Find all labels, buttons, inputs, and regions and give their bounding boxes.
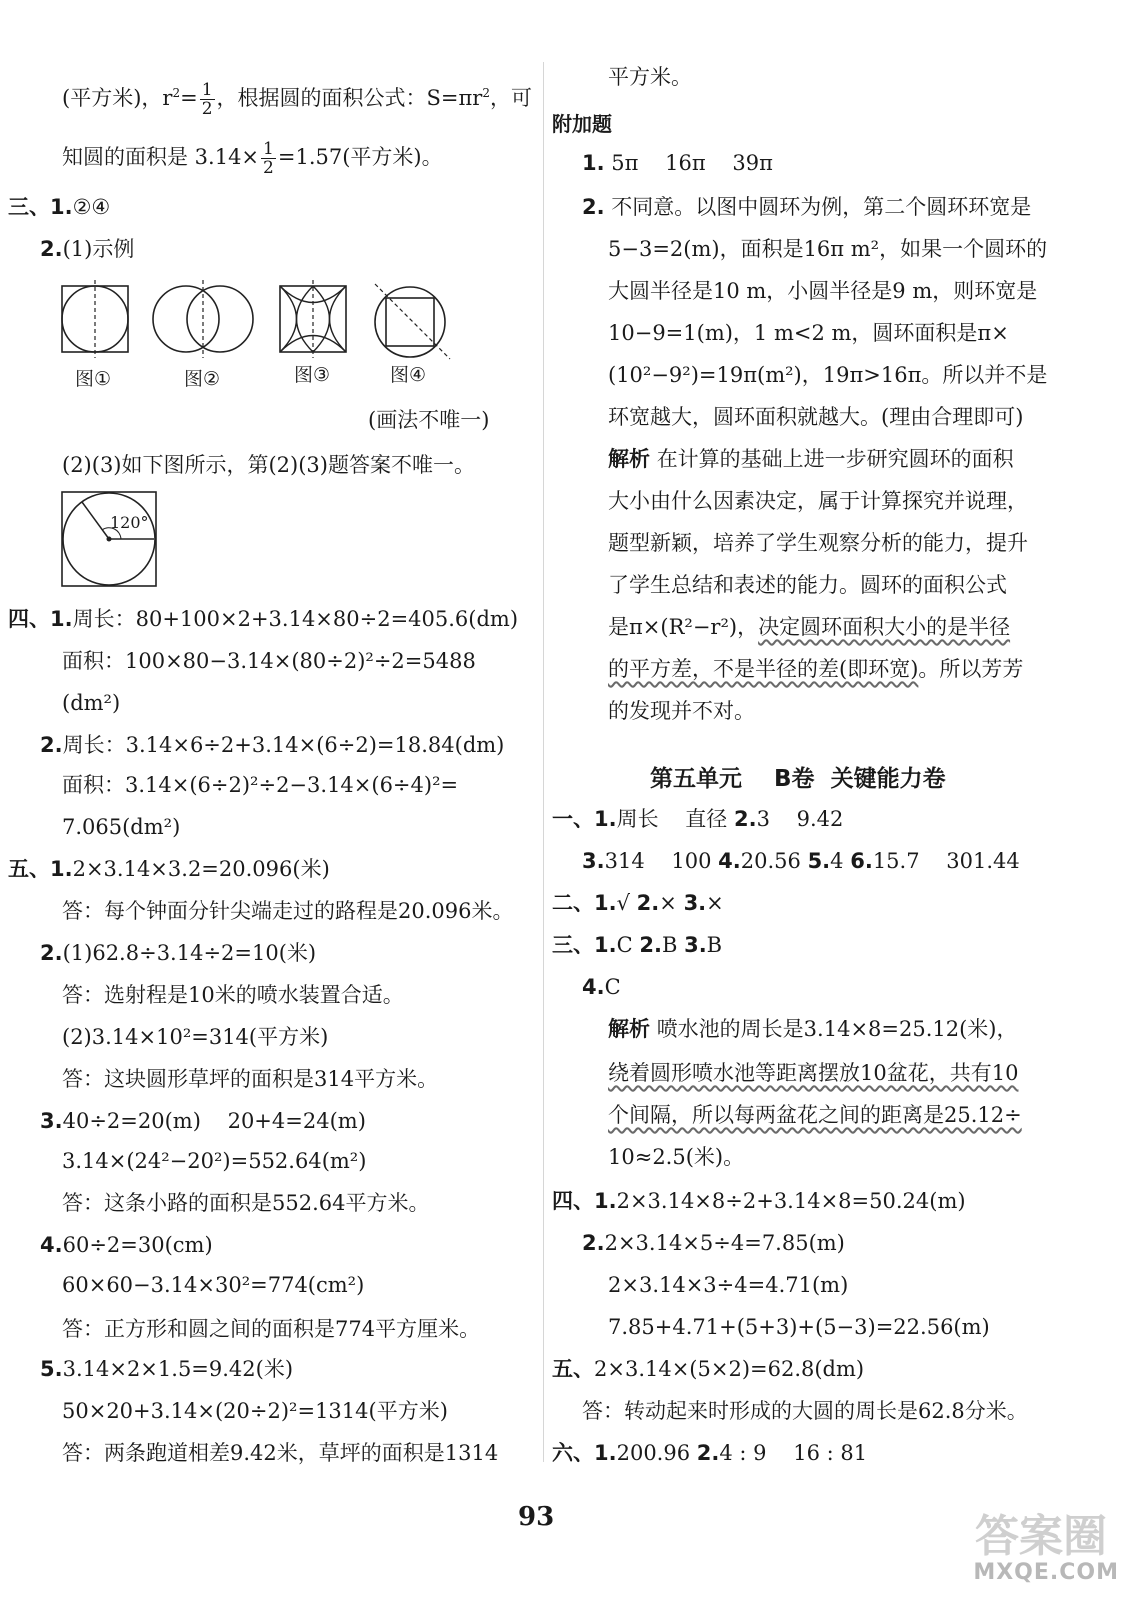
text-line: 3.314 100 4.20.56 5.4 6.15.7 301.44 — [582, 849, 1020, 873]
text-line: 答：两条跑道相差9.42米，草坪的面积是1314 — [62, 1441, 499, 1465]
text-line: 环宽越大，圆环面积就越大。(理由合理即可) — [608, 405, 1024, 429]
text-line: 2.(1)62.8÷3.14÷2=10(米) — [40, 941, 317, 965]
fraction: $\frac{1}{2}$ — [201, 80, 213, 119]
text-line: 10−9=1(m)，1 m<2 m，圆环面积是π× — [608, 321, 1009, 345]
text-line: (平方米)，$r^2=$ $\frac{1}{2}$ ，根据圆的面积公式：$S=\pi r^2$，可 — [62, 80, 532, 119]
text-line: 二、1.√ 2.× 3.× — [552, 891, 724, 915]
text-line: 平方米。 — [608, 65, 692, 89]
text-line: 大小由什么因素决定，属于计算探究并说理， — [608, 489, 1028, 513]
text-line: 5−3=2(m)，面积是16π m²，如果一个圆环的 — [608, 237, 1048, 261]
text-line: (2)(3)如下图所示，第(2)(3)题答案不唯一。 — [62, 453, 475, 477]
text-line: 答：选射程是10米的喷水装置合适。 — [62, 983, 404, 1007]
figure-1-drawing — [62, 280, 128, 358]
text-line: 的发现并不对。 — [608, 699, 755, 723]
figure-3-drawing — [280, 280, 346, 358]
figure-2-label: 图② — [184, 368, 221, 390]
text-line: 六、1.200.96 2.4 : 9 16 : 81 — [552, 1441, 868, 1465]
figure-4-drawing — [375, 284, 450, 359]
section-three-q2: 2.(1)示例 — [40, 237, 135, 261]
text-line: 五、1.2×3.14×3.2=20.096(米) — [8, 857, 330, 881]
text-line: 5.3.14×2×1.5=9.42(米) — [40, 1357, 294, 1381]
text-line: 2. 不同意。以图中圆环为例，第二个圆环环宽是 — [582, 195, 1032, 219]
text-line: 答：转动起来时形成的大圆的周长是62.8分米。 — [582, 1399, 1028, 1423]
circle-in-square-figure — [60, 490, 160, 590]
text-line: 3.40÷2=20(m) 20+4=24(m) — [40, 1109, 366, 1133]
angle-label: 120° — [110, 513, 149, 532]
circle-figures — [58, 280, 518, 360]
text-line: 4.C — [582, 975, 621, 999]
text-line: 7.85+4.71+(5+3)+(5−3)=22.56(m) — [608, 1315, 990, 1339]
text-line: 知圆的面积是 3.14× $\frac{1}{2}$ =1.57(平方米)。 — [62, 139, 443, 178]
column-divider — [543, 62, 544, 1462]
section-three-q1: 三、1.②④ — [8, 195, 111, 219]
page-number: 93 — [518, 1502, 555, 1532]
text-line: 大圆半径是10 m，小圆半径是9 m，则环宽是 — [608, 279, 1038, 303]
figure-4-label: 图④ — [390, 364, 427, 386]
analysis-line: 解析 在计算的基础上进一步研究圆环的面积 — [608, 447, 1014, 471]
text-line: 1. 5π 16π 39π — [582, 151, 773, 175]
text-line: 五、2×3.14×(5×2)=62.8(dm) — [552, 1357, 865, 1381]
text-line: 一、1.周长 直径 2.3 9.42 — [552, 807, 844, 831]
text-line: 面积：100×80−3.14×(80÷2)²÷2=5488 — [62, 649, 476, 673]
text-line: 7.065(dm²) — [62, 815, 181, 839]
text-line: 绕着圆形喷水池等距离摆放10盆花，共有10 — [608, 1061, 1019, 1085]
note-not-unique: (画法不唯一) — [368, 408, 490, 432]
text-line: 了学生总结和表述的能力。圆环的面积公式 — [608, 573, 1007, 597]
text-line: 2.2×3.14×5÷4=7.85(m) — [582, 1231, 845, 1255]
extra-questions-title: 附加题 — [552, 112, 612, 136]
analysis-line: 解析 喷水池的周长是3.14×8=25.12(米)， — [608, 1017, 1018, 1041]
text-line: 面积：3.14×(6÷2)²÷2−3.14×(6÷4)²= — [62, 773, 459, 797]
text-line: 答：这条小路的面积是552.64平方米。 — [62, 1191, 430, 1215]
figure-3-label: 图③ — [294, 364, 331, 386]
text-line: 四、1.周长：80+100×2+3.14×80÷2=405.6(dm) — [8, 607, 519, 631]
text-line: (10²−9²)=19π(m²)，19π>16π。所以并不是 — [608, 363, 1048, 387]
text-line: 4.60÷2=30(cm) — [40, 1233, 213, 1257]
text-line: (2)3.14×10²=314(平方米) — [62, 1025, 329, 1049]
text-line: 2×3.14×3÷4=4.71(m) — [608, 1273, 849, 1297]
watermark-site: MXQE.COM — [973, 1560, 1119, 1585]
text-line: (dm²) — [62, 691, 121, 715]
text-line: 答：正方形和圆之间的面积是774平方厘米。 — [62, 1317, 481, 1341]
text-line: 10≈2.5(米)。 — [608, 1145, 745, 1169]
text-line: 四、1.2×3.14×8÷2+3.14×8=50.24(m) — [552, 1189, 966, 1213]
figure-1-label: 图① — [75, 368, 112, 390]
text-line: 题型新颖，培养了学生观察分析的能力，提升 — [608, 531, 1028, 555]
figure-2-drawing — [153, 280, 253, 358]
text-line: 的平方差，不是半径的差(即环宽)。所以芳芳 — [608, 657, 1024, 681]
text-line: 50×20+3.14×(20÷2)²=1314(平方米) — [62, 1399, 448, 1423]
watermark-logo: 答案圈 — [975, 1511, 1107, 1562]
text-line: 答：每个钟面分针尖端走过的路程是20.096米。 — [62, 899, 514, 923]
text-line: 个间隔，所以每两盆花之间的距离是25.12÷ — [608, 1103, 1022, 1127]
text-line: 答：这块圆形草坪的面积是314平方米。 — [62, 1067, 439, 1091]
text-line: 三、1.C 2.B 3.B — [552, 933, 723, 957]
text-line: 3.14×(24²−20²)=552.64(m²) — [62, 1149, 367, 1173]
unit-title: 第五单元 B卷 关键能力卷 — [650, 766, 946, 792]
text-line: 2.周长：3.14×6÷2+3.14×(6÷2)=18.84(dm) — [40, 733, 505, 757]
fraction: $\frac{1}{2}$ — [263, 139, 274, 178]
text-line: 60×60−3.14×30²=774(cm²) — [62, 1273, 365, 1297]
text-line: 是π×(R²−r²)，决定圆环面积大小的是半径 — [608, 615, 1011, 639]
